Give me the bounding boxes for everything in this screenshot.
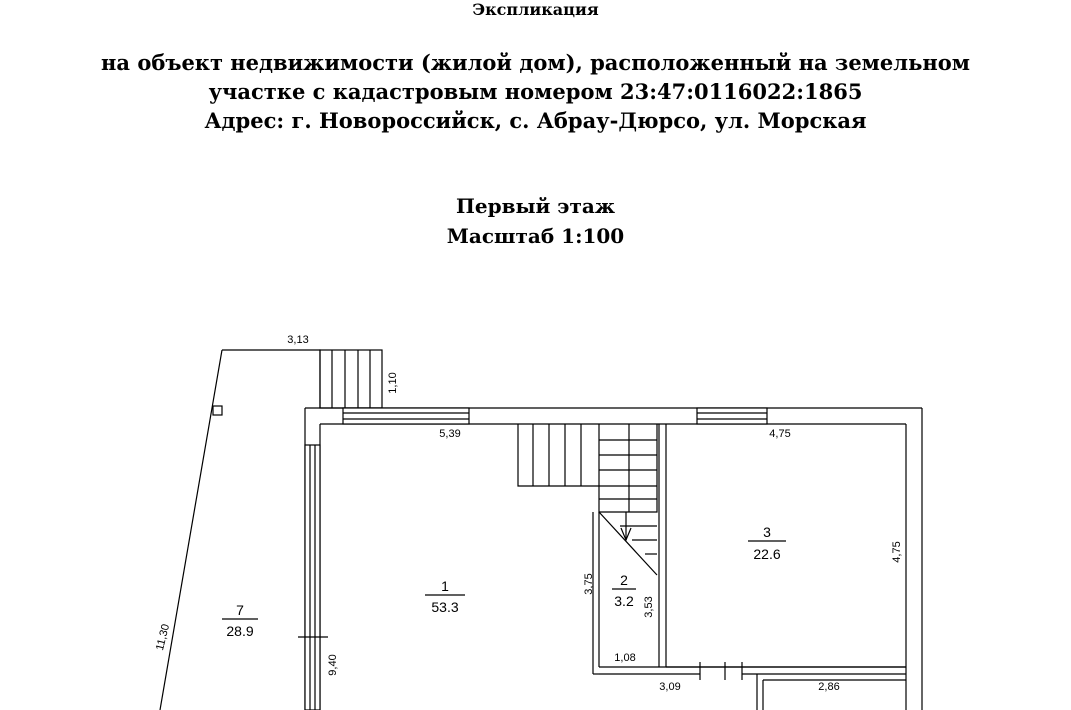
page-title: Экспликация [472, 0, 599, 19]
terrace-post-marker [213, 406, 222, 415]
room-1-number: 1 [441, 578, 449, 594]
dim-1-10: 1,10 [387, 372, 399, 394]
outer-walls [305, 408, 922, 710]
floor-name: Первый этаж [455, 194, 616, 218]
room-1-area: 53.3 [431, 599, 459, 615]
room-3-area: 22.6 [753, 546, 781, 562]
window-left [298, 445, 328, 710]
dim-3-13: 3,13 [287, 334, 309, 346]
scale-label: Масштаб 1:100 [446, 224, 625, 248]
dim-3-75: 3,75 [583, 573, 595, 595]
dim-3-09: 3,09 [659, 681, 681, 693]
room-2-number: 2 [620, 572, 628, 588]
room-2-area: 3.2 [614, 593, 634, 609]
room-7-number: 7 [236, 602, 244, 618]
terrace-outline [222, 350, 320, 408]
dim-4-75-right: 4,75 [891, 541, 903, 563]
subtitle-line-1: на объект недвижимости (жилой дом), расположенный на земельном [101, 50, 970, 75]
dim-2-86: 2,86 [818, 681, 840, 693]
door-room-3 [700, 662, 742, 680]
terrace-slanted-edge [160, 350, 222, 710]
dim-11-30: 11,30 [154, 622, 173, 652]
staircase [518, 424, 657, 575]
dim-1-08: 1,08 [614, 652, 636, 664]
window-top-left [343, 408, 469, 424]
dim-9-40: 9,40 [327, 654, 339, 676]
porch-steps [320, 350, 382, 408]
address-line: Адрес: г. Новороссийск, с. Абрау-Дюрсо, ул. Морская [204, 108, 867, 133]
dim-3-53: 3,53 [643, 596, 655, 618]
dim-4-75-top: 4,75 [769, 428, 791, 440]
window-top-right [697, 408, 767, 424]
room-7-area: 28.9 [226, 623, 254, 639]
dim-5-39: 5,39 [439, 428, 461, 440]
subtitle-line-2: участке с кадастровым номером 23:47:0116022:1865 [208, 79, 863, 104]
room-3-number: 3 [763, 524, 771, 540]
